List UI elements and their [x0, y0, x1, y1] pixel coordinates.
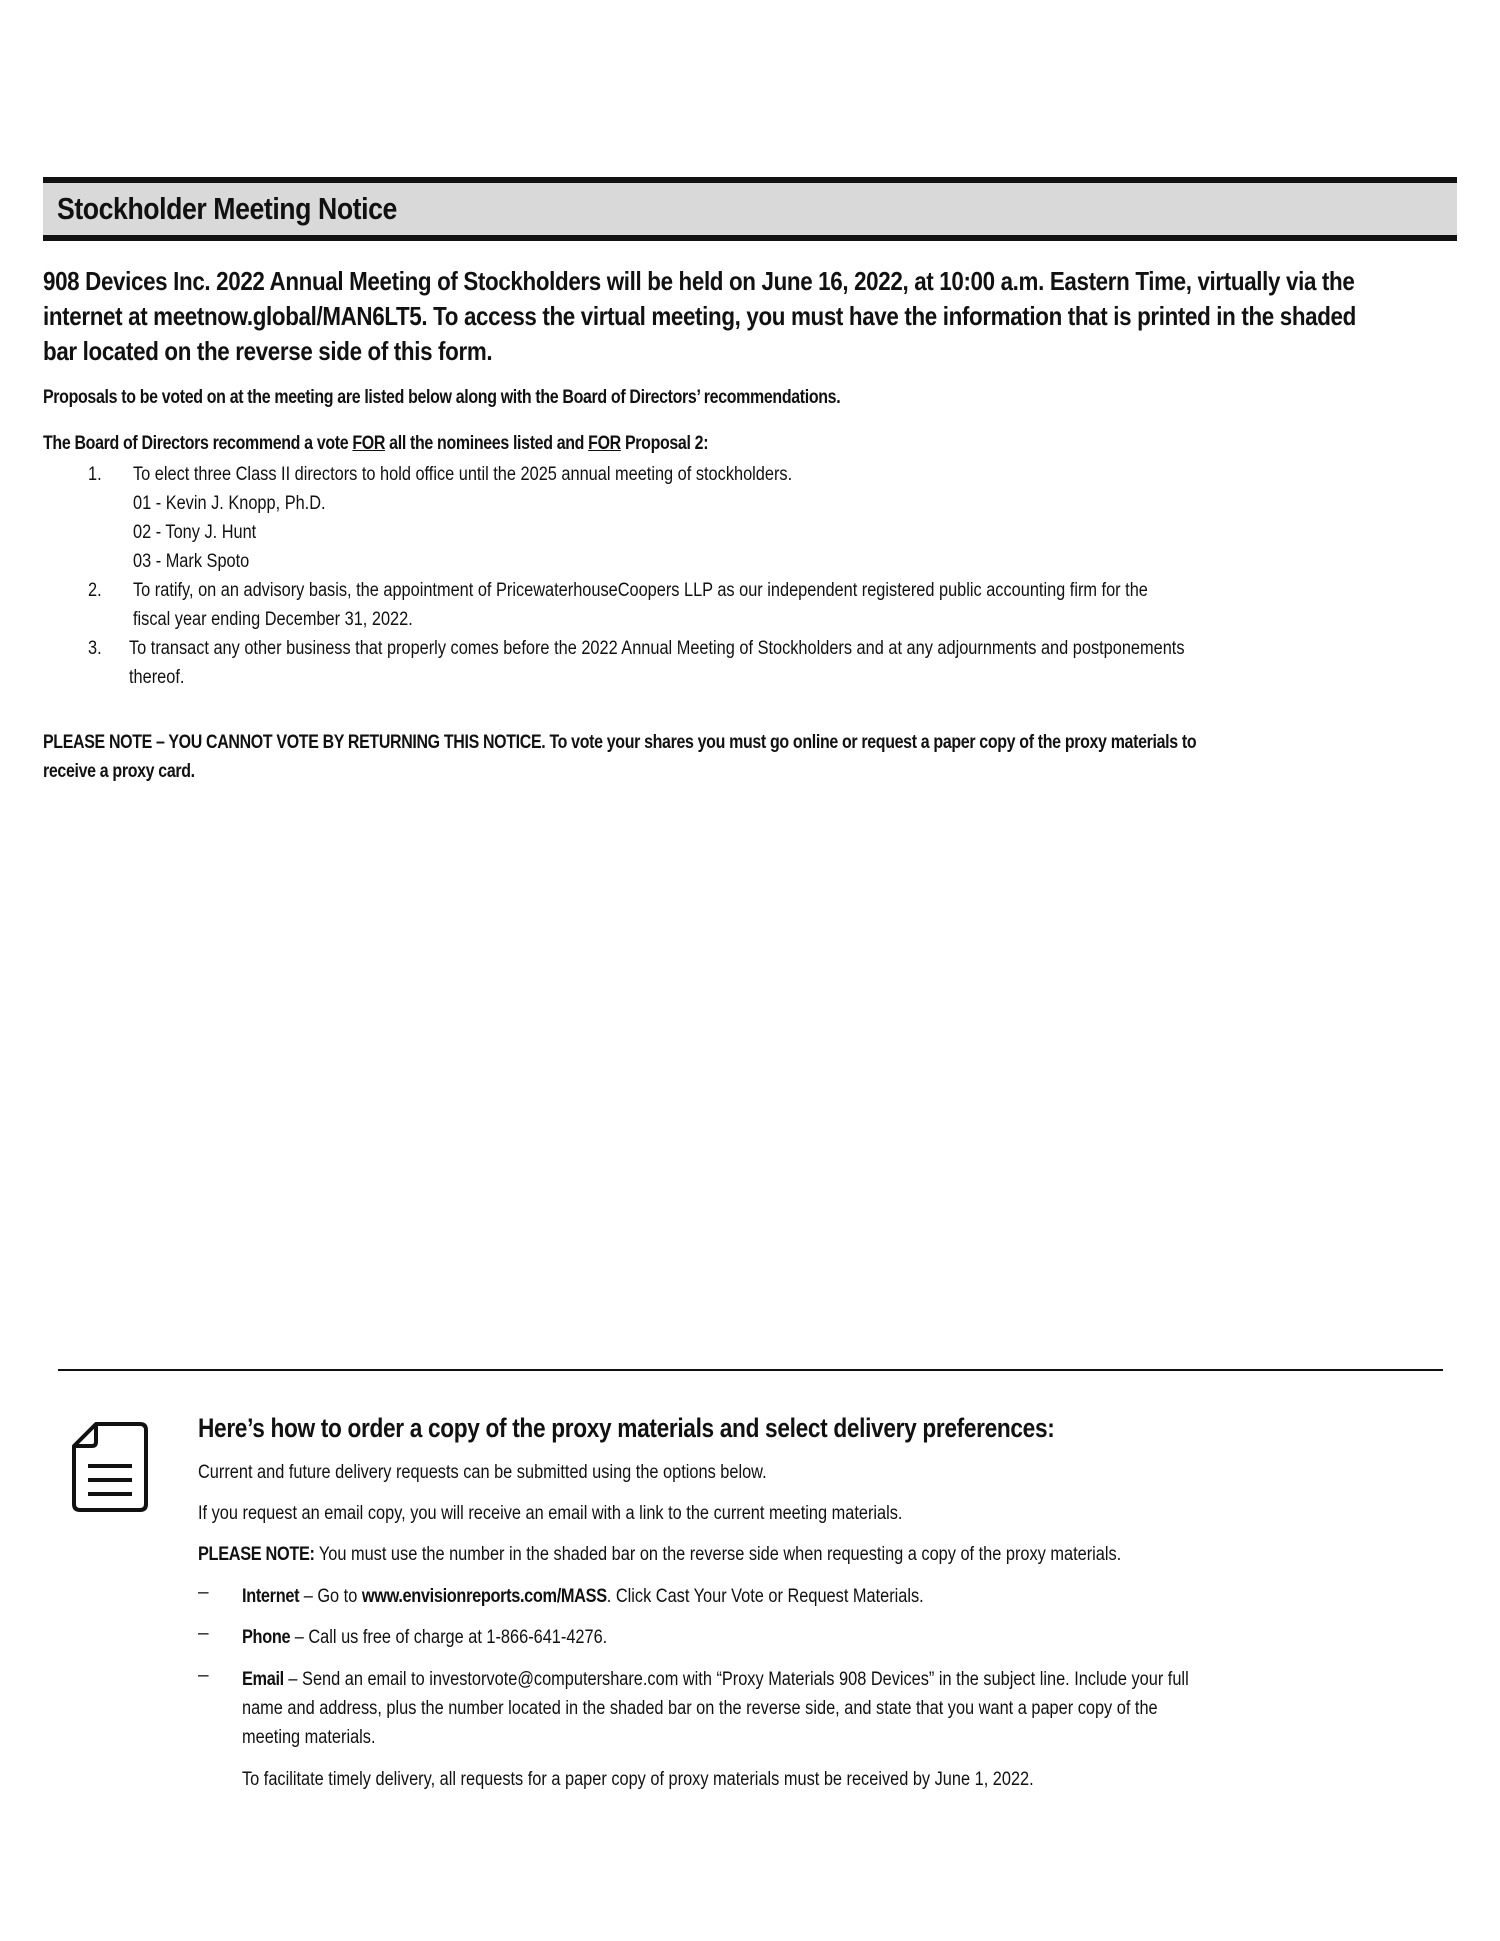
bullet-dash-internet: – — [198, 1582, 209, 1603]
option-email: Email – Send an email to investorvote@computershare.com with “Proxy Materials 908 Devices” in the subject line. Include your full — [242, 1669, 1189, 1690]
order-please-note: PLEASE NOTE: You must use the number in the shaded bar on the reverse side when requesting a copy of the proxy materials. — [198, 1544, 1122, 1565]
intro-line-2: internet at meetnow.global/MAN6LT5. To access the virtual meeting, you must have the information that is printed in the shaded — [43, 301, 1356, 331]
intro-line-1: 908 Devices Inc. 2022 Annual Meeting of Stockholders will be held on June 16, 2022, at 10:00 a.m. Eastern Time, virtually via the — [43, 266, 1355, 296]
order-line-2: If you request an email copy, you will receive an email with a link to the current meeting materials. — [198, 1503, 903, 1524]
intro-line-3: bar located on the reverse side of this form. — [43, 336, 493, 366]
please-note-line-1: PLEASE NOTE – YOU CANNOT VOTE BY RETURNING THIS NOTICE. To vote your shares you must go online or request a paper copy of the proxy materials to — [43, 732, 1197, 753]
page-title: Stockholder Meeting Notice — [57, 191, 397, 226]
proposal-text-2-cont: fiscal year ending December 31, 2022. — [133, 609, 413, 630]
header-bar — [43, 177, 1457, 241]
proposal-number-2: 2. — [88, 580, 102, 601]
option-phone: Phone – Call us free of charge at 1-866-641-4276. — [242, 1627, 608, 1648]
for-emphasis-2: FOR — [588, 433, 621, 454]
document-icon — [70, 1420, 150, 1514]
order-line-1: Current and future delivery requests can be submitted using the options below. — [198, 1462, 767, 1483]
proposal-text-3-cont: thereof. — [129, 667, 185, 688]
option-email-line-2: name and address, plus the number located in the shaded bar on the reverse side, and state that you want a paper copy of the — [242, 1698, 1158, 1719]
proposal-text-3: To transact any other business that properly comes before the 2022 Annual Meeting of Stockholders and at any adjournments and postponements — [129, 638, 1185, 659]
meeting-intro — [43, 264, 1463, 369]
please-note-notice — [43, 728, 1416, 786]
proposal-text-1: To elect three Class II directors to hold office until the 2025 annual meeting of stockholders. — [133, 464, 793, 485]
for-emphasis-1: FOR — [352, 433, 386, 454]
proposal-number-1: 1. — [88, 464, 102, 485]
bullet-dash-phone: – — [198, 1623, 209, 1644]
board-recommendation: The Board of Directors recommend a vote FOR all the nominees listed and FOR Proposal 2: — [43, 433, 709, 454]
envision-reports-link[interactable]: www.envisionreports.com/MASS — [361, 1586, 607, 1607]
nominee-1: 01 - Kevin J. Knopp, Ph.D. — [133, 493, 326, 514]
option-email-line-3: meeting materials. — [242, 1727, 376, 1748]
bullet-dash-email: – — [198, 1665, 209, 1686]
option-internet: Internet – Go to www.envisionreports.com/MASS. Click Cast Your Vote or Request Materials. — [242, 1586, 924, 1607]
nominee-2: 02 - Tony J. Hunt — [133, 522, 257, 543]
proposal-number-3: 3. — [88, 638, 102, 659]
nominee-3: 03 - Mark Spoto — [133, 551, 250, 572]
proposals-intro: Proposals to be voted on at the meeting are listed below along with the Board of Directors’ recommendations. — [43, 387, 841, 408]
proposal-text-2: To ratify, on an advisory basis, the appointment of PricewaterhouseCoopers LLP as our independent registered public accounting firm for the — [133, 580, 1148, 601]
please-note-line-2: receive a proxy card. — [43, 761, 195, 782]
order-title: Here’s how to order a copy of the proxy materials and select delivery preferences: — [198, 1413, 1055, 1443]
section-divider — [58, 1369, 1443, 1371]
delivery-deadline: To facilitate timely delivery, all requests for a paper copy of proxy materials must be received by June 1, 2022. — [242, 1769, 1034, 1790]
